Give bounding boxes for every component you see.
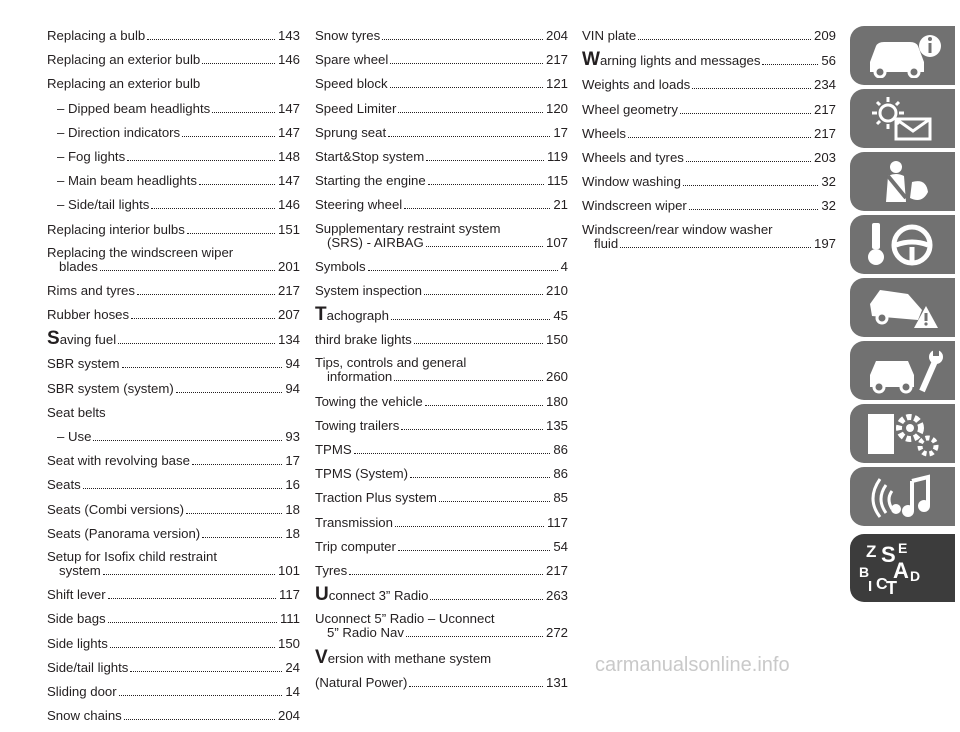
index-entry-label: Symbols xyxy=(315,258,366,274)
index-entry[interactable] xyxy=(47,429,300,445)
index-entry[interactable] xyxy=(47,381,300,397)
index-entry[interactable] xyxy=(47,173,300,189)
dot-leader xyxy=(122,367,283,368)
index-entry-label: information xyxy=(327,369,393,385)
dot-leader xyxy=(390,63,543,64)
page-number[interactable]: 143 xyxy=(277,28,300,43)
page-number[interactable]: 111 xyxy=(279,611,300,627)
index-entry[interactable] xyxy=(47,328,300,350)
index-entry[interactable] xyxy=(315,356,568,385)
tab-car-info[interactable] xyxy=(850,26,955,85)
dot-leader xyxy=(137,294,275,295)
safety-icon xyxy=(866,158,946,206)
index-entry[interactable] xyxy=(315,612,568,641)
index-entry[interactable] xyxy=(47,477,300,493)
index-entry-label: – Fog lights xyxy=(57,148,126,164)
dot-leader xyxy=(131,318,275,319)
index-entry[interactable] xyxy=(315,563,568,579)
index-entry[interactable] xyxy=(315,52,568,68)
index-entry-label: Shift lever xyxy=(47,587,106,603)
index-entry-label: Seats xyxy=(47,477,81,493)
index-entry[interactable] xyxy=(582,102,836,118)
index-entry-label: Tyres xyxy=(315,562,348,578)
index-entry-label: Replacing a bulb xyxy=(47,28,146,43)
dot-leader xyxy=(428,184,544,185)
index-entry[interactable] xyxy=(315,332,568,348)
index-entry-label: Windscreen wiper xyxy=(582,198,687,214)
index-entry-label: Seat with revolving base xyxy=(47,453,190,469)
tab-multimedia[interactable] xyxy=(850,467,955,526)
dot-leader xyxy=(382,39,543,40)
dot-leader xyxy=(151,208,275,209)
page-number[interactable]: 147 xyxy=(277,173,300,189)
page-number[interactable]: 32 xyxy=(821,174,836,190)
page-number[interactable]: 209 xyxy=(813,28,836,43)
dot-leader xyxy=(692,88,811,89)
index-entry[interactable] xyxy=(315,394,568,410)
tab-maintenance[interactable] xyxy=(850,341,955,400)
page-number[interactable]: 146 xyxy=(277,197,300,213)
dot-leader xyxy=(349,574,543,575)
index-entry[interactable] xyxy=(315,442,568,458)
page-number[interactable]: 101 xyxy=(277,562,300,578)
index-entry[interactable] xyxy=(315,539,568,555)
index-entry-label: Transmission xyxy=(315,514,393,530)
index-entry-label: Towing trailers xyxy=(315,417,400,433)
dot-leader xyxy=(398,550,550,551)
index-entry-label: Side/tail lights xyxy=(47,659,129,675)
dot-leader xyxy=(119,695,283,696)
index-entry-label: System inspection xyxy=(315,282,423,298)
index-entry-label: Saving fuel xyxy=(47,328,117,350)
index-entry-label: Starting the engine xyxy=(315,173,426,189)
dot-leader xyxy=(683,185,818,186)
index-entry[interactable] xyxy=(47,101,300,117)
dot-leader xyxy=(620,247,811,248)
dot-leader xyxy=(124,719,275,720)
index-entry-label: TPMS (System) xyxy=(315,466,409,482)
index-entry-label: Seats (Combi versions) xyxy=(47,501,185,517)
page-number[interactable]: 150 xyxy=(545,332,568,348)
maintenance-icon xyxy=(866,347,946,395)
page-number[interactable]: 115 xyxy=(546,173,568,189)
technical-data-icon xyxy=(866,410,946,458)
dot-leader xyxy=(100,270,275,271)
page-number[interactable]: 4 xyxy=(560,258,568,274)
index-entry-label: – Direction indicators xyxy=(57,124,181,140)
tab-technical-data[interactable] xyxy=(850,404,955,463)
page-number[interactable]: 207 xyxy=(277,307,300,323)
index-heading: Version with methane system xyxy=(315,646,492,668)
index-entry[interactable] xyxy=(582,126,836,142)
page-number[interactable]: 217 xyxy=(545,562,568,578)
index-entry[interactable] xyxy=(47,526,300,542)
index-entry[interactable] xyxy=(47,356,300,372)
index-entry[interactable] xyxy=(582,49,836,71)
page-number[interactable]: 32 xyxy=(821,198,836,214)
index-entry[interactable] xyxy=(582,198,836,214)
index-entry[interactable] xyxy=(582,174,836,190)
index-entry-label: Replacing an exterior bulb xyxy=(47,52,201,68)
index-entry-label: Spare wheel xyxy=(315,52,389,68)
index-entry-label: Speed block xyxy=(315,76,388,92)
page-number[interactable]: 148 xyxy=(277,148,300,164)
page-number[interactable]: 14 xyxy=(285,683,300,699)
dot-leader xyxy=(689,209,819,210)
index-entry[interactable] xyxy=(47,708,300,724)
index-entry-label: Steering wheel xyxy=(315,197,403,213)
page-number[interactable]: 135 xyxy=(545,417,568,433)
page-number[interactable]: 18 xyxy=(285,525,300,541)
dot-leader xyxy=(390,87,543,88)
index-letter-t: T xyxy=(886,578,897,598)
page-number[interactable]: 147 xyxy=(277,100,300,116)
index-entry-title-line: Windscreen/rear window washer xyxy=(582,221,773,237)
dot-leader xyxy=(110,647,275,648)
index-entry-label: Trip computer xyxy=(315,538,396,554)
index-entry[interactable] xyxy=(315,149,568,165)
index-entry-label: Rims and tyres xyxy=(47,282,135,298)
dot-leader xyxy=(103,574,275,575)
dot-leader xyxy=(398,112,543,113)
page-number[interactable]: 21 xyxy=(553,197,568,213)
page-number[interactable]: 151 xyxy=(277,221,300,237)
index-letter-e: E xyxy=(898,540,908,556)
index-entry[interactable] xyxy=(47,611,300,627)
dot-leader xyxy=(368,270,558,271)
index-column-2 xyxy=(315,28,568,699)
index-entry-label: third brake lights xyxy=(315,332,412,348)
index-letter-d: D xyxy=(910,568,921,584)
dot-leader xyxy=(83,488,283,489)
index-entry-label: blades xyxy=(59,258,98,274)
dot-leader xyxy=(401,429,543,430)
tab-emergency[interactable] xyxy=(850,278,955,337)
emergency-icon xyxy=(866,284,946,332)
dot-leader xyxy=(430,599,543,600)
index-entry[interactable] xyxy=(315,222,568,251)
dot-leader xyxy=(187,233,275,234)
index-entry-label: Seats (Panorama version) xyxy=(47,525,201,541)
dot-leader xyxy=(192,464,282,465)
index-entry-title-line: Tips, controls and general xyxy=(315,355,467,371)
index-entry[interactable] xyxy=(315,125,568,141)
dot-leader xyxy=(202,63,275,64)
index-entry-title-line: Supplementary restraint system xyxy=(315,220,501,236)
index-entry[interactable] xyxy=(582,150,836,166)
index-entry[interactable] xyxy=(47,660,300,676)
page-number[interactable]: 24 xyxy=(285,659,300,675)
page-number[interactable]: 93 xyxy=(285,429,300,444)
index-entry-label: system xyxy=(59,562,101,578)
index-entry-label: Wheels and tyres xyxy=(582,149,684,165)
page-number[interactable]: 203 xyxy=(813,149,836,165)
index-entry-label: Towing the vehicle xyxy=(315,393,423,409)
index-entry[interactable] xyxy=(315,76,568,92)
index-entry[interactable] xyxy=(315,584,568,606)
index-entry[interactable] xyxy=(47,636,300,652)
tab-starting-driving[interactable] xyxy=(850,215,955,274)
index-entry-label: TPMS xyxy=(315,442,352,457)
index-letter-a: A xyxy=(893,558,909,583)
index-entry[interactable] xyxy=(47,502,300,518)
page-number[interactable]: 147 xyxy=(277,124,300,140)
index-entry[interactable] xyxy=(315,418,568,434)
index-entry[interactable] xyxy=(315,101,568,117)
page-number[interactable]: 17 xyxy=(285,453,300,469)
index-entry[interactable] xyxy=(315,466,568,482)
index-entry[interactable] xyxy=(315,515,568,531)
dot-leader xyxy=(414,343,543,344)
page-number[interactable]: 201 xyxy=(277,258,300,274)
index-heading: Seat belts xyxy=(47,404,106,420)
index-letter-i: I xyxy=(868,578,873,595)
index-entry[interactable] xyxy=(47,149,300,165)
index-entry-label: fluid xyxy=(594,235,619,251)
page-number[interactable]: 131 xyxy=(545,674,568,690)
page-number[interactable]: 18 xyxy=(285,501,300,517)
page-number[interactable]: 260 xyxy=(545,369,568,385)
dot-leader xyxy=(147,39,275,40)
index-entry-label: Side lights xyxy=(47,635,108,651)
index-entry-label: Snow tyres xyxy=(315,28,381,43)
index-entry[interactable] xyxy=(315,675,568,691)
page-number[interactable]: 204 xyxy=(545,28,568,43)
page-number[interactable]: 263 xyxy=(545,588,568,604)
page-number[interactable]: 180 xyxy=(545,393,568,409)
index-entry[interactable] xyxy=(47,28,300,44)
index-entry[interactable] xyxy=(315,173,568,189)
dot-leader xyxy=(638,39,811,40)
dot-leader xyxy=(410,477,550,478)
page-number[interactable]: 17 xyxy=(553,124,568,140)
index-entry[interactable] xyxy=(315,283,568,299)
dot-leader xyxy=(199,184,275,185)
index-entry[interactable] xyxy=(47,125,300,141)
index-entry-label: (Natural Power) xyxy=(315,674,408,690)
chapter-sidebar xyxy=(850,26,955,606)
index-letter-c: C xyxy=(876,576,888,593)
dot-leader xyxy=(354,453,551,454)
dot-leader xyxy=(130,671,282,672)
index-entry-label: Speed Limiter xyxy=(315,100,397,116)
dot-leader xyxy=(439,501,550,502)
dot-leader xyxy=(425,405,543,406)
page-number[interactable]: 272 xyxy=(545,625,568,641)
index-entry[interactable] xyxy=(47,307,300,323)
dot-leader xyxy=(686,161,811,162)
page-number[interactable]: 54 xyxy=(553,538,568,554)
index-entry[interactable] xyxy=(315,490,568,506)
dot-leader xyxy=(406,636,543,637)
index-entry-label: Sprung seat xyxy=(315,124,387,140)
page-number[interactable]: 217 xyxy=(813,125,836,141)
index-entry-label: SBR system xyxy=(47,356,120,372)
page-number[interactable]: 217 xyxy=(813,101,836,117)
page-number[interactable]: 119 xyxy=(546,148,568,164)
page-number[interactable]: 94 xyxy=(285,356,300,372)
page-number[interactable]: 120 xyxy=(545,100,568,116)
index-entry-title-line: Replacing the windscreen wiper xyxy=(47,244,234,260)
dot-leader xyxy=(426,246,543,247)
dot-leader xyxy=(394,380,543,381)
index-entry[interactable] xyxy=(47,587,300,603)
index-entry[interactable] xyxy=(47,246,300,275)
dot-leader xyxy=(409,686,543,687)
dot-leader xyxy=(93,440,282,441)
dot-leader xyxy=(182,136,275,137)
dot-leader xyxy=(404,208,550,209)
page-number[interactable]: 56 xyxy=(821,53,836,69)
index-entry-label: – Main beam headlights xyxy=(57,173,198,189)
dot-leader xyxy=(186,513,282,514)
starting-driving-icon xyxy=(866,221,946,269)
page-number[interactable]: 94 xyxy=(285,380,300,396)
page-number[interactable]: 121 xyxy=(545,76,568,92)
dot-leader xyxy=(118,343,275,344)
index-column-3 xyxy=(582,28,836,260)
index-entry[interactable] xyxy=(315,28,568,44)
index-entry-label: SBR system (system) xyxy=(47,380,174,396)
page-number[interactable]: 210 xyxy=(545,282,568,298)
page-number[interactable]: 146 xyxy=(277,52,300,68)
multimedia-icon xyxy=(866,473,946,521)
index-entry[interactable] xyxy=(582,77,836,93)
car-info-icon xyxy=(866,32,946,78)
page-number[interactable]: 150 xyxy=(277,635,300,651)
index-entry[interactable] xyxy=(47,222,300,238)
index-entry-label: Start&Stop system xyxy=(315,148,425,164)
index-heading: Replacing an exterior bulb xyxy=(47,76,201,92)
index-letter-b: B xyxy=(859,564,870,580)
index-entry-label: Snow chains xyxy=(47,708,122,724)
page-number[interactable]: 204 xyxy=(277,708,300,724)
index-entry[interactable] xyxy=(47,283,300,299)
page-number[interactable]: 134 xyxy=(277,332,300,348)
index-entry[interactable] xyxy=(582,28,836,44)
page-number[interactable]: 107 xyxy=(545,234,568,250)
index-entry[interactable] xyxy=(47,52,300,68)
index-letter-s: S xyxy=(881,542,896,567)
index-letter-z: Z xyxy=(866,542,877,561)
page-number[interactable]: 197 xyxy=(813,235,836,251)
page-number[interactable]: 86 xyxy=(553,442,568,457)
warning-lights-icon xyxy=(866,95,946,143)
index-entry-label: Rubber hoses xyxy=(47,307,130,323)
index-entry-title-line: Setup for Isofix child restraint xyxy=(47,548,218,564)
dot-leader xyxy=(127,160,275,161)
dot-leader xyxy=(628,137,811,138)
dot-leader xyxy=(108,598,276,599)
index-entry-label: Window washing xyxy=(582,174,681,190)
page-number[interactable]: 85 xyxy=(553,490,568,506)
dot-leader xyxy=(202,537,282,538)
tab-alphabetical-index[interactable] xyxy=(850,534,955,602)
page-number[interactable]: 86 xyxy=(553,466,568,482)
index-column-1 xyxy=(47,28,300,732)
index-entry[interactable] xyxy=(47,684,300,700)
index-entry-label: (SRS) - AIRBAG xyxy=(327,234,424,250)
page-number[interactable]: 217 xyxy=(545,52,568,68)
index-entry-label: – Use xyxy=(57,429,92,444)
index-entry-label: – Side/tail lights xyxy=(57,197,150,213)
index-entry-label: Replacing interior bulbs xyxy=(47,221,185,237)
index-entry[interactable] xyxy=(47,550,300,579)
page-number[interactable]: 16 xyxy=(285,477,300,493)
tab-warning-lights[interactable] xyxy=(850,89,955,148)
dot-leader xyxy=(424,294,543,295)
page-number[interactable]: 117 xyxy=(546,514,568,530)
index-entry-title-line: Uconnect 5” Radio – Uconnect xyxy=(315,611,495,627)
index-entry-label: VIN plate xyxy=(582,28,637,43)
tab-safety[interactable] xyxy=(850,152,955,211)
dot-leader xyxy=(762,64,818,65)
index-entry-label: – Dipped beam headlights xyxy=(57,100,211,116)
index-entry[interactable] xyxy=(47,453,300,469)
index-entry[interactable] xyxy=(315,304,568,326)
dot-leader xyxy=(391,319,550,320)
dot-leader xyxy=(176,392,283,393)
dot-leader xyxy=(388,136,550,137)
index-entry-label: 5” Radio Nav xyxy=(327,625,404,641)
index-entry-label: Uconnect 3” Radio xyxy=(315,584,429,606)
page-number[interactable]: 45 xyxy=(553,308,568,324)
dot-leader xyxy=(212,112,275,113)
dot-leader xyxy=(108,622,277,623)
page-number[interactable]: 217 xyxy=(277,282,300,298)
dot-leader xyxy=(680,113,811,114)
index-entry[interactable] xyxy=(315,259,568,275)
index-entry[interactable] xyxy=(47,197,300,213)
index-entry[interactable] xyxy=(582,223,836,252)
page-number[interactable]: 117 xyxy=(278,587,300,603)
dot-leader xyxy=(395,526,544,527)
index-entry-label: Wheel geometry xyxy=(582,101,679,117)
index-entry-label: Traction Plus system xyxy=(315,490,437,506)
watermark: carmanualsonline.info xyxy=(595,654,790,676)
index-entry-label: Tachograph xyxy=(315,304,389,326)
index-entry-label: Sliding door xyxy=(47,683,117,699)
page-number[interactable]: 234 xyxy=(813,77,836,93)
index-entry[interactable] xyxy=(315,197,568,213)
index-entry-label: Weights and loads xyxy=(582,77,691,93)
index-entry-label: Warning lights and messages xyxy=(582,49,761,71)
index-entry-label: Wheels xyxy=(582,125,626,141)
index-entry-label: Side bags xyxy=(47,611,106,627)
dot-leader xyxy=(426,160,544,161)
